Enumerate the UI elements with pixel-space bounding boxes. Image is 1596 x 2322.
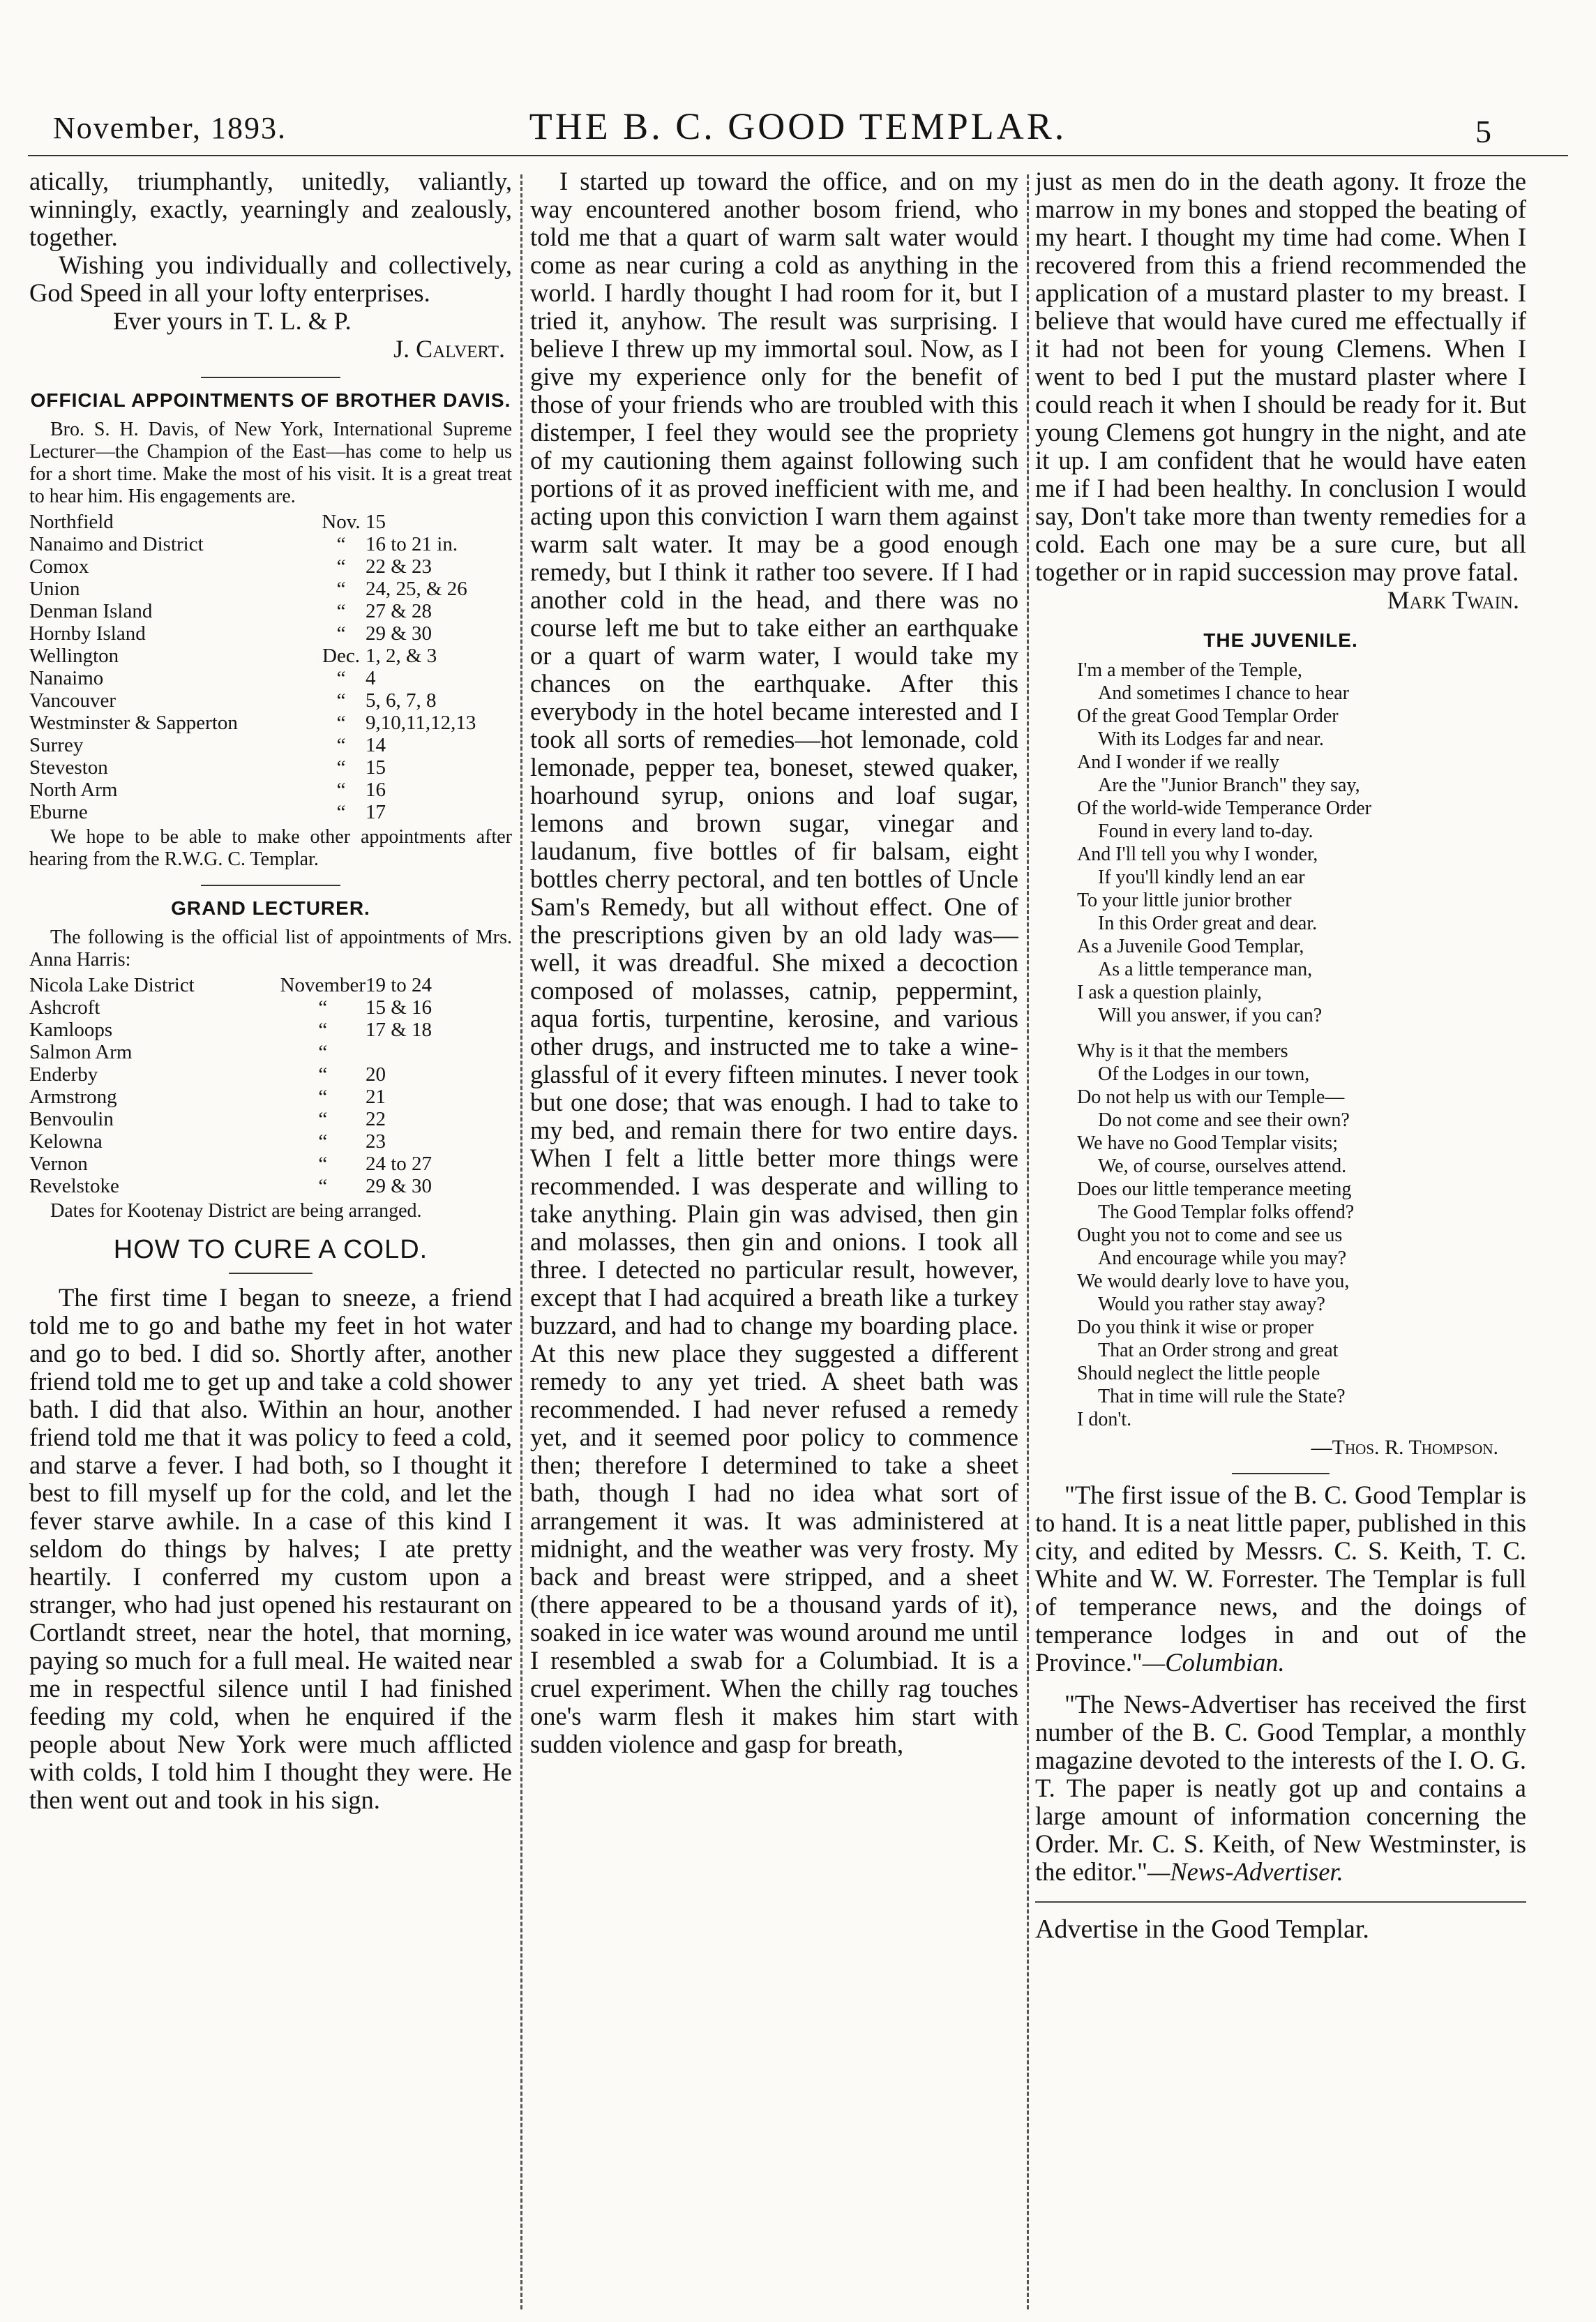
schedule-dates: 9,10,11,12,13 — [366, 712, 476, 734]
schedule-row — [29, 667, 512, 689]
poem-line: Do not help us with our Temple— — [1077, 1086, 1345, 1108]
schedule-month: “ — [318, 1130, 328, 1153]
poem-line: I don't. — [1077, 1409, 1132, 1430]
poem-line: With its Lodges far and near. — [1098, 728, 1324, 750]
cold-article-continued: I started up toward the office, and on my way encountered another bosom friend, who told me that a quart of warm salt water would come as near curing a cold as anything in the world. I hardly thought I had room for it, but I tried it, anyhow. The result was surprising. I believe I threw up my immortal soul. Now, as I give my experience only for the benefit of those of your friends who are troubled with this distemper, I feel they would see the propriety of my cautioning them against following such portions of it as proved inefficient with me, and acting upon this conviction I warn them against warm salt water. It may be a good enough remedy, but I think it rather too severe. If I had another cold in the head, and there was no course left me but to take either an earthquake or a quart of warm water, I would take my chances on the earthquake. After this everybody in the hotel became interested and I took all sorts of remedies—hot lemonade, cold lemonade, pepper tea, boneset, stewed quaker, hoarhound syrup, onions and loaf sugar, lemons and brown sugar, vinegar and laudanum, five bottles of fir balsam, eight bottles cherry pectoral, and ten bottles of Uncle Sam's Remedy, but all without effect. One of the prescriptions given by an old lady was—well, it was dreadful. She mixed a decoction composed of molasses, catnip, peppermint, aqua fortis, turpentine, kerosine, and various other drugs, and instructed me to take a wine-glassful of it every fifteen minutes. I never took but one dose; that was enough. I had to take to my bed, and remain there for two entire days. When I felt a little better more things were recommended. I was desperate and willing to take anything. Plain gin was advised, then gin and molasses, then gin and onions. I took all three. I detected no particular result, however, except that I had acquired a breath like a turkey buzzard, and had to change my boarding place. At this new place they suggested a different remedy to any yet tried. A sheet bath was recommended. I had never refused a remedy yet, and it seemed poor policy to commence then; therefore I determined to take a sheet bath, though I had no idea what sort of arrangement it was. It was administered at midnight, and the weather was very frosty. My back and breast were stripped, and a sheet (there appeared to be a thousand yards of it), soaked in ice water was wound around me until I resembled a swab for a Columbiad. It is a cruel experiment. When the chilly rag touches one's warm flesh it makes him start with sudden violence and gasp for breath, — [530, 167, 1018, 1758]
schedule-month: “ — [318, 1063, 328, 1086]
schedule-place: Revelstoke — [29, 1175, 119, 1197]
schedule-dates — [366, 1041, 512, 1063]
poem-stanza — [1077, 659, 1526, 1027]
grand-lecturer-heading: GRAND LECTURER. — [171, 897, 370, 919]
schedule-place: Salmon Arm — [29, 1041, 133, 1063]
schedule-dates: 15 — [366, 511, 386, 533]
poem-line: Would you rather stay away? — [1098, 1294, 1325, 1315]
poem-credit: —Thos. R. Thompson. — [1311, 1436, 1498, 1459]
schedule-dates: 29 & 30 — [366, 622, 432, 645]
schedule-row — [29, 1153, 512, 1175]
schedule-place: Denman Island — [29, 600, 153, 622]
appointments-footer: We hope to be able to make other appointments after hearing from the R.W.G. C. Templar. — [29, 826, 512, 870]
column-1 — [29, 167, 512, 2313]
poem-line: Of the world-wide Temperance Order — [1077, 797, 1372, 819]
schedule-month: “ — [336, 555, 346, 578]
schedule-place: Ashcroft — [29, 996, 100, 1019]
juvenile-poem — [1077, 659, 1526, 1431]
schedule-row — [29, 600, 512, 622]
poem-line: To your little junior brother — [1077, 890, 1292, 911]
schedule-row — [29, 974, 512, 996]
section-divider — [229, 1273, 313, 1274]
schedule-dates: 16 to 21 in. — [366, 533, 458, 555]
poem-line: And encourage while you may? — [1098, 1248, 1347, 1269]
schedule-place: Vernon — [29, 1153, 88, 1175]
schedule-row — [29, 1041, 512, 1063]
schedule-dates: 17 & 18 — [366, 1019, 432, 1041]
schedule-dates: 14 — [366, 734, 386, 756]
issue-date: November, 1893. — [53, 111, 287, 145]
schedule-row — [29, 645, 512, 667]
schedule-month: “ — [336, 756, 346, 779]
poem-line: We, of course, ourselves attend. — [1098, 1155, 1347, 1177]
section-divider — [201, 885, 340, 886]
schedule-dates: 17 — [366, 801, 386, 823]
schedule-row — [29, 1086, 512, 1108]
poem-line: As a little temperance man, — [1098, 959, 1313, 980]
poem-line: And I wonder if we really — [1077, 751, 1280, 773]
poem-line: And sometimes I chance to hear — [1098, 682, 1349, 704]
section-divider — [1232, 1473, 1330, 1474]
schedule-dates: 29 & 30 — [366, 1175, 432, 1197]
poem-stanza — [1077, 1040, 1526, 1431]
schedule-dates: 15 — [366, 756, 386, 779]
schedule-place: Enderby — [29, 1063, 98, 1086]
schedule-row — [29, 1130, 512, 1153]
schedule-dates: 24, 25, & 26 — [366, 578, 467, 600]
schedule-month: “ — [318, 996, 328, 1019]
letter-continuation: atically, triumphantly, unitedly, valiantly, winningly, exactly, yearningly and zealously, together. — [29, 167, 512, 251]
schedule-place: Armstrong — [29, 1086, 117, 1108]
schedule-dates: 19 to 24 — [366, 974, 432, 996]
schedule-row — [29, 1063, 512, 1086]
schedule-month: “ — [318, 1108, 328, 1130]
notice-text: "The News-Advertiser has received the first number of the B. C. Good Templar, a monthly magazine devoted to the interests of the I. O. G. T. The paper is neatly got up and contains a large amount of information concerning the Order. Mr. C. S. Keith, of New Westminster, is the editor." — [1035, 1690, 1526, 1886]
schedule-month: “ — [336, 801, 346, 823]
schedule-dates: 23 — [366, 1130, 386, 1153]
poem-line: I'm a member of the Temple, — [1077, 659, 1302, 681]
schedule-month: “ — [336, 779, 346, 801]
schedule-row — [29, 578, 512, 600]
letter-wishing: Wishing you individually and collectively, God Speed in all your lofty enterprises. — [29, 250, 512, 307]
letter-signature: J. Calvert. — [393, 335, 505, 363]
schedule-month: Nov. — [322, 511, 361, 533]
schedule-month: “ — [318, 1153, 328, 1175]
poem-line: And I'll tell you why I wonder, — [1077, 844, 1318, 865]
schedule-row — [29, 1108, 512, 1130]
schedule-dates: 24 to 27 — [366, 1153, 432, 1175]
appointments-table — [29, 511, 512, 823]
schedule-month: “ — [318, 1041, 328, 1063]
page-number: 5 — [1475, 114, 1491, 149]
schedule-dates: 15 & 16 — [366, 996, 432, 1019]
schedule-month: “ — [336, 600, 346, 622]
poem-line: As a Juvenile Good Templar, — [1077, 936, 1304, 957]
schedule-dates: 20 — [366, 1063, 386, 1086]
cold-article-conclusion: just as men do in the death agony. It froze the marrow in my bones and stopped the beating of my heart. I thought my time had come. When I recovered from this a friend recommended the application of a mustard plaster to my breast. I believe that would have cured me effectually if it had not been for young Clemens. When I went to bed I put the mustard plaster where I could reach it when I should be ready for it. But young Clemens got hungry in the night, and ate it up. I am confident that he would have eaten me if I had been healthy. In conclusion I would say, Don't take more than twenty remedies for a cold. Each one may be a sure cure, but all together or in rapid succession may prove fatal. — [1035, 167, 1526, 586]
schedule-month: “ — [336, 667, 346, 689]
advertise-notice: Advertise in the Good Templar. — [1035, 1901, 1526, 1945]
schedule-dates: 1, 2, & 3 — [366, 645, 437, 667]
schedule-place: Nanaimo — [29, 667, 104, 689]
poem-line: Of the great Good Templar Order — [1077, 705, 1339, 727]
schedule-month: November — [280, 974, 366, 996]
poem-line: Are the "Junior Branch" they say, — [1098, 774, 1360, 796]
article-signature: Mark Twain. — [1387, 586, 1519, 614]
schedule-row — [29, 734, 512, 756]
schedule-place: North Arm — [29, 779, 118, 801]
schedule-dates: 22 & 23 — [366, 555, 432, 578]
cold-article-heading: HOW TO CURE A COLD. — [113, 1235, 428, 1264]
column-divider — [1027, 174, 1029, 2309]
poem-line: The Good Templar folks offend? — [1098, 1201, 1355, 1223]
schedule-dates: 22 — [366, 1108, 386, 1130]
schedule-month: “ — [336, 712, 346, 734]
notice-source: —Columbian. — [1142, 1648, 1285, 1677]
schedule-place: Northfield — [29, 511, 114, 533]
schedule-month: “ — [336, 533, 346, 555]
grand-lecturer-table — [29, 974, 512, 1197]
schedule-place: Surrey — [29, 734, 84, 756]
schedule-place: Nicola Lake District — [29, 974, 195, 996]
schedule-row — [29, 756, 512, 779]
appointments-intro: Bro. S. H. Davis, of New York, International Supreme Lecturer—the Champion of the East—has come to help us for a short time. Make the most of his visit. It is a great treat to hear him. His engagements are. — [29, 419, 512, 507]
poem-line: Why is it that the members — [1077, 1040, 1288, 1062]
schedule-month: “ — [336, 689, 346, 712]
schedule-dates: 4 — [366, 667, 376, 689]
schedule-place: Nanaimo and District — [29, 533, 204, 555]
poem-line: That in time will rule the State? — [1098, 1386, 1346, 1407]
newspaper-title: THE B. C. GOOD TEMPLAR. — [529, 105, 1067, 147]
poem-line: We have no Good Templar visits; — [1077, 1132, 1338, 1154]
schedule-row — [29, 1175, 512, 1197]
poem-line: Of the Lodges in our town, — [1098, 1063, 1310, 1085]
schedule-row — [29, 622, 512, 645]
schedule-month: Dec. — [322, 645, 360, 667]
notice-source: —News-Advertiser. — [1147, 1857, 1343, 1886]
appointments-heading: OFFICIAL APPOINTMENTS OF BROTHER DAVIS. — [30, 389, 511, 411]
schedule-row — [29, 533, 512, 555]
schedule-place: Hornby Island — [29, 622, 146, 645]
schedule-row — [29, 779, 512, 801]
schedule-row — [29, 555, 512, 578]
schedule-month: “ — [318, 1175, 328, 1197]
schedule-place: Benvoulin — [29, 1108, 114, 1130]
schedule-place: Eburne — [29, 801, 88, 823]
poem-line: Should neglect the little people — [1077, 1363, 1320, 1384]
schedule-row — [29, 1019, 512, 1041]
schedule-place: Vancouver — [29, 689, 116, 712]
poem-line: If you'll kindly lend an ear — [1098, 867, 1305, 888]
schedule-month: “ — [318, 1086, 328, 1108]
schedule-month: “ — [336, 622, 346, 645]
cold-article-paragraph: The first time I began to sneeze, a friend told me to go and bathe my feet in hot water and go to bed. I did so. Shortly after, another friend told me to get up and take a cold shower bath. I did that also. Within an hour, another friend told me that it was policy to feed a cold, and starve a fever. I had both, so I thought it best to fill myself up for the cold, and let the fever starve awhile. In a case of this kind I seldom do things by halves; I ate pretty heartily. I conferred my custom upon a stranger, who had just opened his restaurant on Cortlandt street, near the hotel, that morning, paying so much for a full meal. He waited near me in respectful silence until I had finished feeding my cold, when he enquired if the people about New York were much afflicted with colds, I told him I thought they were. He then went out and took in his sign. — [29, 1283, 512, 1814]
schedule-dates: 16 — [366, 779, 386, 801]
schedule-month: “ — [336, 578, 346, 600]
schedule-row — [29, 511, 512, 533]
schedule-dates: 5, 6, 7, 8 — [366, 689, 437, 712]
press-notice-columbian — [1035, 1481, 1526, 1677]
juvenile-heading: THE JUVENILE. — [1203, 629, 1358, 651]
schedule-place: Westminster & Sapperton — [29, 712, 238, 734]
schedule-month: “ — [318, 1019, 328, 1041]
schedule-place: Comox — [29, 555, 89, 578]
schedule-place: Kelowna — [29, 1130, 103, 1153]
grand-lecturer-footer: Dates for Kootenay District are being arranged. — [50, 1200, 422, 1222]
schedule-place: Wellington — [29, 645, 119, 667]
poem-line: Do not come and see their own? — [1098, 1109, 1350, 1131]
schedule-row — [29, 712, 512, 734]
poem-line: Ought you not to come and see us — [1077, 1224, 1343, 1246]
poem-line: Do you think it wise or proper — [1077, 1317, 1314, 1338]
schedule-dates: 21 — [366, 1086, 386, 1108]
schedule-place: Kamloops — [29, 1019, 113, 1041]
poem-line: Will you answer, if you can? — [1098, 1005, 1323, 1026]
letter-closing: Ever yours in T. L. & P. — [113, 307, 352, 335]
section-divider — [201, 377, 340, 378]
schedule-row — [29, 996, 512, 1019]
schedule-row — [29, 689, 512, 712]
column-3 — [1035, 167, 1526, 2313]
schedule-place: Steveston — [29, 756, 108, 779]
poem-line: In this Order great and dear. — [1098, 913, 1318, 934]
notice-text: "The first issue of the B. C. Good Templar is to hand. It is a neat little paper, published in this city, and edited by Messrs. C. S. Keith, T. C. White and W. W. Forrester. The Templar is full of temperance news, and the doings of temperance lodges in and out of the Province." — [1035, 1481, 1526, 1677]
schedule-row — [29, 801, 512, 823]
poem-line: I ask a question plainly, — [1077, 982, 1262, 1003]
column-2 — [530, 167, 1018, 2313]
schedule-dates: 27 & 28 — [366, 600, 432, 622]
header-rule — [28, 155, 1568, 156]
schedule-place: Union — [29, 578, 80, 600]
press-notice-news-advertiser — [1035, 1691, 1526, 1886]
page-header — [0, 0, 1596, 181]
schedule-month: “ — [336, 734, 346, 756]
poem-line: That an Order strong and great — [1098, 1340, 1339, 1361]
column-divider — [520, 174, 522, 2309]
grand-lecturer-intro: The following is the official list of appointments of Mrs. Anna Harris: — [29, 927, 512, 971]
poem-line: We would dearly love to have you, — [1077, 1271, 1350, 1292]
poem-line: Does our little temperance meeting — [1077, 1178, 1352, 1200]
poem-line: Found in every land to-day. — [1098, 821, 1313, 842]
